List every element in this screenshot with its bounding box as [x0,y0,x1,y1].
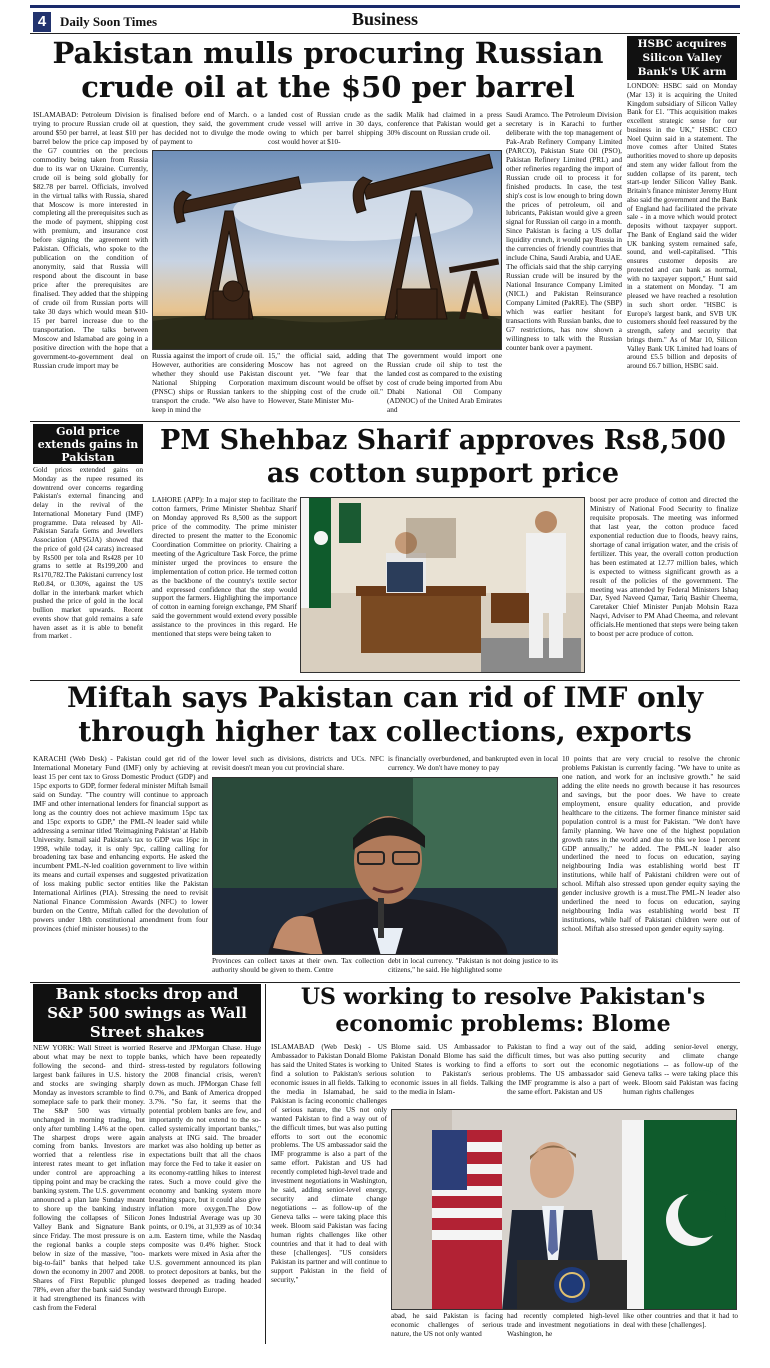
story-miftah-top-col2: lower level such as divisions, districts and UCs. NFC revisit doesn't mean you cut provincial share. [212,755,384,772]
story-russian-crude-bot-col2: Russia against the import of crude oil. However, authorities are considering whether they should use Pakistan National Shipping Corporation (PNSC) ships or Russian tankers to transport the crude. "We also have to keep in mind the [152,352,264,414]
story-russian-crude-col5: Saudi Aramco. The Petroleum Division secretary is in Karachi to further deliberate with the top management of Pak-Arab Refinery Company Limited (PARCO), Pakistan State Oil (PSO), Pakistan Refinery Limited (PRL) and other refineries regarding the import of Russian crude oil to process it for finished products. In case, the test ship's cost is low enough to bring down the prices of petroleum, oil and lubricants, Pakistan would give a green signal for Russian oil cargo in a month. Since Pakistan is facing a US dollar liquidity crunch, it would pay Russia in the currencies of friendly countries that include China, Saudi Arabia, and UAE. The officials said that the ship carrying Russian crude will be insured by the National Insurance Company Limited (NICL) and Pakistan Reinsurance Company Limited (PakRE). The (SBP) which was earlier hesitant for transactions with Russian banks, due to G7 restrictions, has now shown a willingness to talk with the Russian counter bank over a payment. [506,111,622,352]
newspaper-name: Daily Soon Times [60,14,158,29]
meeting-room-icon [301,498,585,673]
ambassador-podium-icon [392,1110,737,1310]
oil-pumpjack-icon [153,151,502,350]
pm-meeting-photo [300,497,585,673]
story-russian-crude-top-col2: finalised before end of March. o a question, they said, the government has decided not to divulge the mode of payment to [152,111,264,146]
gold-headline: Gold price extends gains in Pakistan [33,424,143,464]
story-miftah-headline: Miftah says Pakistan can rid of IMF only through higher tax collections, exports [66,681,704,748]
story-us-top-col4: said, adding senior-level energy, security and climate change negotiations -- as follow-up of the Geneva talks -- were taking place this week. Bloom said Pakistan was facing human rights challenges [623,1043,738,1096]
story-miftah-col1: KARACHI (Web Desk) - Pakistan could get rid of the International Monetary Fund (IMF) only by achieving at least 15 per cent tax to Gross Domestic Product (GDP) and 15pc exports to GDP, former federal minister Miftah Ismail said on Sunday. "The country will continue to approach IMF and other international lenders for financial support as long as the country does not achieve maximum 15pc tax and 15pc exports to GDP," the PML-N leader said while addressing a seminar titled 'Reimagining Pakistan' at Habib University. Ismail said Pakistan's tax to GDP was 16pc in 1998, while today, it is only 9pc, calling calling for broadening tax base and enhancing exports. He asked the incumbent PML-N-led coalition government to live within its means and curtail expenses and suggested privatization of loss making public sector entities like the Pakistan International Airlines (PIA). Stressing the need to revisit National Finance Commission Awards (NFC) to lower burden on the Centre, Miftah called for the devolution of powers under 18th constitutional amendment from four provinces (chief minister houses) to the [33,755,208,934]
story-cotton-headline: PM Shehbaz Sharif approves Rs8,500 as cotton support price [160,425,726,489]
section-divider [30,421,740,422]
story-russian-crude-headline: Pakistan mulls procuring Russian crude oil at the $50 per barrel [52,36,604,104]
masthead-rule [30,5,740,8]
story-miftah-col4: 10 points that are very crucial to resolve the chronic problems Pakistan is currently facing. "We have to unite as one nation, and work for an inclusive growth." he said adding the elite needs no growth because it has resources and savings, but the poor does. We have to create employment, ensure quality education, and provide healthcare to the citizens. The former finance minister said population control is a must for Pakistan. "We don't have family planning. We have one of the highest population growth rates in the world and due to this we lose 1 percent GDP annually," he added. The PML-N leader also underlined the need to focus on education, saying neighbouring India was establishing world best IT institutions, while half of Pakistani children were out of school. Miftah also stressed upon gender equity saying the gender inclusive growth is a must.The PML-N leader also underlined the need to focus on education, saying neighbouring India was establishing world best IT institutions, while half of Pakistani children were out of school. Miftah also stressed upon gender equity saying. [562,755,740,934]
story-us-top-col2: Blome said. US Ambassador to Pakistan Donald Blome has said the United States is working to find a solution to Pakistan's serious economic issues in all fields. Talking to the media in Islam- [391,1043,503,1096]
story-us-bot-col4: like other countries and that it had to deal with these [challenges]. [623,1312,738,1329]
story-us-top-col3: Pakistan to find a way out of the difficult times, but was also putting efforts to sort out the economic problems. The US ambassador said the IMF programme is also a part of the same effort. Pakistan and US [507,1043,619,1096]
oil-pumpjacks-photo [152,150,502,350]
bank-col1: NEW YORK: Wall Street is worried about what may be next to topple following the second- and third-largest bank failures in U.S. history and stocks are swinging sharply Monday as investors scramble to find someplace safe to park their money. The S&P 500 was virtually unchanged in morning trading, but only after tumbling 1.4% at the open. The sharpest drops were again coming from banks. Investors are worried that a relentless rise in interest rates meant to get inflation under control are approaching a tipping point and may be cracking the banking system. The U.S. government announced a plan late Sunday meant to shore up the banking industry following the collapses of Silicon Valley Bank and Signature Bank since Friday. The most pressure is on the regional banks a couple steps below in size of the massive, "too-big-to-fail" banks that helped take down the economy in 2007 and 2008. Shares of First Republic plunged 78%, even after the bank said Sunday it had strengthened its finances with cash from the Federal [33,1044,145,1312]
speaker-portrait-icon [213,778,558,955]
column-divider [265,984,266,1344]
header-divider [30,33,740,34]
bank-col2: Reserve and JPMorgan Chase. Huge banks, which have been repeatedly stress-tested by regulators following the 2008 financial crisis, weren't down as much. JPMorgan Chase fell 0.7%, and Bank of America dropped 3.7%. "So far, it seems that the potential problem banks are few, and importantly do not extend to the so-called systemically important banks," analysts at ING said. The broader market was also holding up better as expectations built that all the chaos may force the Fed to take it easier on its economy-rattling hikes to interest rates. Such a move could give the economy and banking system more breathing space, but it could also give inflation more oxygen.The Dow Jones Industrial Average was up 30 points, or 0.1%, at 31,939 as of 10:34 a.m. Eastern time, while the Nasdaq composite was 0.4% higher. Stock markets were mixed in Asia after the U.S. government announced its plan to protect depositors at banks, but the losses deepened as trading headed westward through Europe. [149,1044,261,1294]
story-miftah-bot-col3: debt in local currency. "Pakistan is not doing justice to its citizens," he said. He highlighted some [388,957,558,974]
story-miftah-top-col3: is financially overburdened, and bankrupted even in local currency. We don't have money to pay [388,755,558,772]
story-us-bot-col3: had recently completed high-level trade and investment negotiations in Washington, he [507,1312,619,1338]
gold-body: Gold prices extended gains on Monday as the rupee resumed its downtrend over concerns regarding Pakistan's external financing and delay in the revival of the International Monetary Fund (IMF) programme. Data released by All-Pakistan Sarafa Gems and Jewellers Association (APSGJA) showed that the price of gold (24 carats) increased by Rs500 per tola and Rs428 per 10 grams to settle at Rs199,200 and Rs170,782.The Pakistani currency lost Re0.84, or 0.30%, against the US dollar in the interbank market which pushed the price of gold in the local bullion market upwards. Recent events show that gold remains a safe haven asset as it is able to benefit from market . [33,466,143,641]
story-russian-crude-col1: ISLAMABAD: Petroleum Division is trying to procure Russian crude oil at around $50 per barrel, at least $10 per barrel below the price cap imposed by the G7 countries on the precious commodity being taken from Russia due to its war on Ukraine. Currently, crude oil is being sold globally for $82.78 per barrel. Officials, involved in the virtual talks with Russia, shared that Moscow is more interested in completing all the prerequisites such as the mode of payment, shipping cost with premium, and insurance cost before signing the agreement with Pakistan. Officials, who spoke to the publication on the condition of anonymity, said that Russia will respond about the discount in base price after the prerequisites are finalised. They added that the shipping of crude oil from Russian ports will take 30 days which would mean $10-15 per barrel increase due to the transportation. The talks between Moscow and Islamabad are going in a positive direction with the hope that a government-to-government deal on Russian crude import may be [33,111,148,370]
section-divider-3 [30,982,740,983]
story-cotton-col1: LAHORE (APP): In a major step to facilitate the cotton farmers, Prime Minister Shehbaz Sharif on Monday approved Rs 8,500 as the support price of the commodity. The prime minister directed to present the matter to the Economic Coordination Committee on priority. Chairing a meeting of the Agriculture Task Force, the prime minister urged the provinces to ensure the implementation of cotton price. He termed cotton as the backbone of the country's textile sector and expressed confidence that the step would support the farmers. Highlighting the importance of cotton in earning foreign exchange, PM Sharif said the government would extend every possible assistance to the provinces in this regard. He mentioned that steps were being taken to [152,496,297,639]
page-number: 4 [33,12,51,32]
story-cotton-col2: boost per acre produce of cotton and directed the Ministry of National Food Security to finalize requisite proposals. The meeting was informed that last year, the cotton produce faced exponential reduction due to floods, heavy rains, shortage of canal irrigation water, and the crisis of fertilizer. This year, the overall cotton production has been estimated at 12.77 million bales, which is expected to witness significant growth as a result of the policies of the government. The meeting was attended by Federal Ministers Ishaq Dar, Syed Naveed Qamar, Tariq Bashir Cheema, Caretaker Chief Minister Punjab Mohsin Raza Naqvi, Adviser to PM Ahad Cheema, and relevant officials.He mentioned that steps were being taken to boost per acre produce of cotton. [590,496,738,639]
hsbc-body: LONDON: HSBC said on Monday (Mar 13) it is acquiring the United Kingdom subsidiary of Silicon Valley Bank for £1. "This acquisition makes excellent strategic sense for our business in the UK," HSBC CEO Noel Quinn said in a statement. The move comes after United States authorities moved to shore up deposits and stem any wider fallout from the sudden collapse of its parent, tech start-up lender Silicon Valley Bank. Britain's finance minister Jeremy Hunt also said the government and the Bank of England had facilitated the private sale - in a move which would protect deposits without taxpayer support. The Bank of England said the wider UK banking system remained safe, sound, and well-capitalised. "This ensures customer deposits are protected and can bank as normal, with no taxpayer support," Hunt said in a statement on Monday. "I am pleased we have reached a resolution in such short order. "HSBC is Europe's largest bank, and SVB UK customers should feel reassured by the strength, safety and security that brings them." As of Mar 10, Silicon Valley Bank UK Limited had loans of around £5.5 billion and deposits of around £6.7 billion, HSBC said. [627,82,737,370]
story-miftah-bot-col2: Provinces can collect taxes at their own. Tax collection authority should be given to them. Centre [212,957,384,974]
story-russian-crude-top-col3: landed cost of Russian crude as the crude vessel will arrive in 30 days, owing to which per barrel shipping cost would hover at $10- [268,111,383,146]
ambassador-blome-photo [391,1109,737,1310]
section-title: Business [351,9,419,29]
miftah-ismail-photo [212,777,558,955]
bank-headline: Bank stocks drop and S&P 500 swings as Wall Street shakes [33,984,261,1042]
hsbc-headline: HSBC acquires Silicon Valley Bank's UK arm [627,36,737,80]
story-us-col1: ISLAMABAD (Web Desk) - US Ambassador to Pakistan Donald Blome has said the United States is working to find a solution to Pakistan's serious economic issues in all fields. Talking to the media in Islamabad, he said Pakistan is facing economic challenges of serious nature, the US not only wanted Pakistan to find a way out of the difficult times, but was also putting efforts to sort out the economic problems. The US ambassador said the IMF programme is also a part of the same effort. Pakistan and US had recently completed high-level trade and investment negotiations in Washington, he said, adding senior-level energy, security and climate change negotiations -- as follow-up of the Geneva talks -- were taking place this week. Bloom said Pakistan was facing human rights challenges like other countries and that it had to deal with these [challenges]. "US considers Pakistan its partner and will continue to support Pakistan in the field of security," [271,1043,387,1284]
story-russian-crude-bot-col4: The government would import one Russian crude oil ship to test the landed cost as compared to the existing cost of crude being imported from Abu Dhabi National Oil Company (ADNOC) of the United Arab Emirates and [387,352,502,414]
story-russian-crude-bot-col3: 15," the official said, adding that Moscow has not agreed on the discount yet. "We fear that the maximum discount would be offset by the shipping cost of the crude oil." However, State Minister Mu- [268,352,383,405]
story-us-bot-col2: abad, he said Pakistan is facing economic challenges of serious nature, the US not only wanted [391,1312,503,1338]
story-russian-crude-top-col4: sadik Malik had claimed in a press conference that Pakistan would get a 30% discount on Russian crude oil. [387,111,502,137]
story-us-headline: US working to resolve Pakistan's economic problems: Blome [300,984,706,1037]
